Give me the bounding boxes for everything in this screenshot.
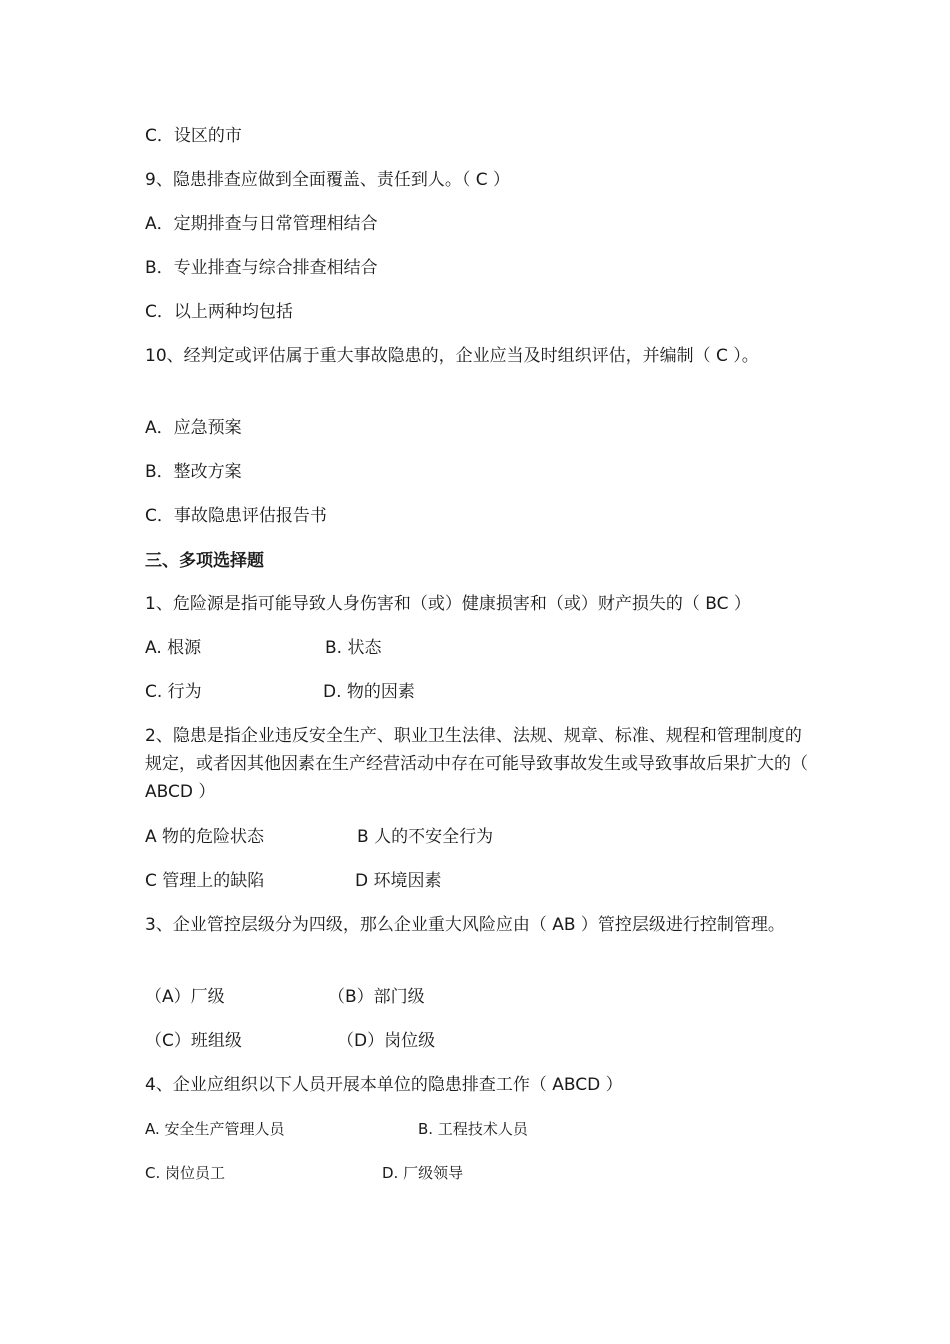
multi-question-1-option-d: D. 物的因素 (323, 682, 415, 702)
multi-question-3: 3、企业管控层级分为四级，那么企业重大风险应由（ AB ）管控层级进行控制管理。 (145, 915, 785, 935)
question-9-option-a: A．定期排查与日常管理相结合 (145, 214, 378, 234)
multi-question-4-option-a: A. 安全生产管理人员 (145, 1120, 285, 1138)
question-10-option-c: C．事故隐患评估报告书 (145, 506, 327, 526)
multi-question-4-option-d: D. 厂级领导 (382, 1164, 464, 1182)
question-9-option-b: B．专业排查与综合排查相结合 (145, 258, 378, 278)
section-heading: 三、多项选择题 (145, 551, 264, 571)
multi-question-1-option-b: B. 状态 (325, 638, 382, 658)
multi-question-2-option-b: B 人的不安全行为 (357, 827, 494, 847)
multi-question-2-option-a: A 物的危险状态 (145, 827, 265, 847)
multi-question-3-option-d: （D）岗位级 (337, 1031, 436, 1051)
question-9-option-c: C．以上两种均包括 (145, 302, 293, 322)
multi-question-2-option-c: C 管理上的缺陷 (145, 871, 265, 891)
multi-question-2-option-d: D 环境因素 (355, 871, 442, 891)
question-10-option-b: B．整改方案 (145, 462, 242, 482)
multi-question-3-option-b: （B）部门级 (328, 987, 425, 1007)
multi-question-4: 4、企业应组织以下人员开展本单位的隐患排查工作（ ABCD ） (145, 1075, 623, 1095)
multi-question-1: 1、危险源是指可能导致人身伤害和（或）健康损害和（或）财产损失的（ BC ） (145, 594, 751, 614)
multi-question-3-option-c: （C）班组级 (145, 1031, 242, 1051)
multi-question-2: 2、隐患是指企业违反安全生产、职业卫生法律、法规、规章、标准、规程和管理制度的规定，或者因其他因素在生产经营活动中存在可能导致事故发生或导致事故后果扩大的（ ABCD ） (145, 726, 808, 802)
question-9: 9、隐患排查应做到全面覆盖、责任到人。（ C ） (145, 170, 510, 190)
question-10-option-a: A．应急预案 (145, 418, 242, 438)
multi-question-4-option-c: C. 岗位员工 (145, 1164, 226, 1182)
multi-question-1-option-c: C. 行为 (145, 682, 202, 702)
question-10: 10、经判定或评估属于重大事故隐患的，企业应当及时组织评估，并编制（ C ）。 (145, 346, 759, 366)
multi-question-3-option-a: （A）厂级 (145, 987, 225, 1007)
multi-question-1-option-a: A. 根源 (145, 638, 202, 658)
option-c-city: C．设区的市 (145, 126, 242, 146)
multi-question-4-option-b: B. 工程技术人员 (418, 1120, 528, 1138)
